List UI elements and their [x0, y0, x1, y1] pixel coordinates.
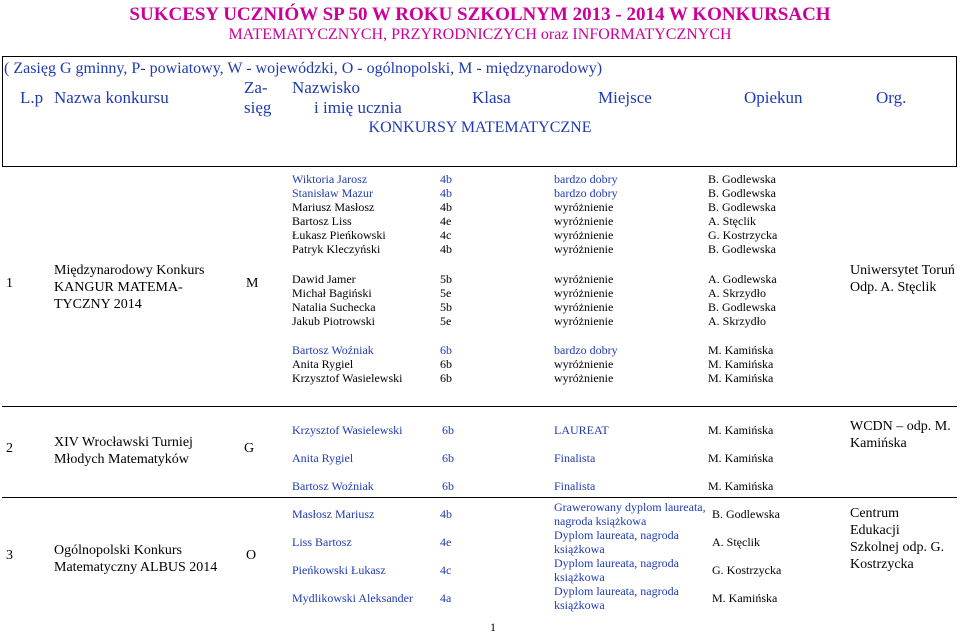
student: Bartosz Woźniak — [292, 343, 374, 357]
class: 4e — [440, 214, 452, 228]
student: Masłosz Mariusz — [292, 507, 375, 521]
row3-range: O — [246, 548, 257, 563]
place: wyróżnienie — [554, 200, 614, 214]
header-student-1: Nazwisko — [292, 78, 360, 97]
row3-lp: 3 — [6, 548, 13, 563]
student: Bartosz Liss — [292, 214, 352, 228]
row1-g2-classes — [440, 272, 452, 328]
class: 4b — [440, 186, 452, 200]
tutor: A. Stęclik — [708, 214, 756, 228]
page-subtitle: MATEMATYCZNYCH, PRZYRODNICZYCH oraz INFORMATYCZNYCH — [228, 26, 732, 43]
row1-g1-places — [554, 172, 618, 256]
row3-tutors — [712, 500, 781, 612]
row1-range: M — [246, 276, 259, 291]
student: Patryk Kleczyński — [292, 242, 381, 256]
student: Dawid Jamer — [292, 272, 356, 286]
row1-name: Międzynarodowy Konkurs KANGUR MATEMA-TYCZNY 2014 — [54, 263, 205, 312]
student: Mydlikowski Aleksander — [292, 591, 413, 605]
row-divider — [2, 406, 957, 407]
tutor: G. Kostrzycka — [708, 228, 778, 242]
page-number: 1 — [490, 620, 496, 634]
place: wyróżnienie — [554, 228, 614, 242]
tutor: M. Kamińska — [712, 591, 778, 605]
class: 6b — [440, 357, 452, 371]
place: Finalista — [554, 479, 596, 493]
row-divider — [2, 497, 957, 498]
tutor: A. Skrzydło — [708, 286, 766, 300]
tutor: M. Kamińska — [708, 343, 774, 357]
row1-g3-places — [554, 343, 618, 385]
place: wyróżnienie — [554, 371, 614, 385]
row2-lp: 2 — [6, 441, 13, 456]
student: Jakub Piotrowski — [292, 314, 376, 328]
class: 4c — [440, 563, 452, 577]
student: Bartosz Woźniak — [292, 479, 374, 493]
class: 5b — [440, 300, 452, 314]
student: Łukasz Pieńkowski — [292, 228, 386, 242]
header-student-2: i imię ucznia — [314, 98, 402, 117]
header-name: Nazwa konkursu — [54, 88, 169, 107]
row2-classes — [442, 416, 454, 500]
header-range-2: sięg — [244, 98, 272, 117]
tutor: B. Godlewska — [708, 200, 776, 214]
row2-tutors — [708, 416, 773, 500]
class: 6b — [440, 371, 452, 385]
class: 4b — [440, 507, 452, 521]
place: wyróżnienie — [554, 357, 614, 371]
header-org: Org. — [876, 88, 907, 107]
tutor: M. Kamińska — [708, 357, 774, 371]
class: 4a — [440, 591, 452, 605]
row3-classes — [440, 500, 452, 612]
student: Krzysztof Wasielewski — [292, 371, 403, 385]
class: 4c — [440, 228, 452, 242]
row3-name: Ogólnopolski Konkurs Matematyczny ALBUS 2014 — [54, 543, 218, 575]
row2-range: G — [244, 441, 255, 456]
row1-g2-places — [554, 272, 613, 328]
row1-g1-tutors — [708, 172, 777, 256]
student: Krzysztof Wasielewski — [292, 423, 403, 437]
tutor: M. Kamińska — [708, 479, 774, 493]
place: LAUREAT — [554, 423, 609, 437]
place: wyróżnienie — [554, 314, 614, 328]
tutor: A. Skrzydło — [708, 314, 766, 328]
student: Pieńkowski Łukasz — [292, 563, 386, 577]
row2-places — [554, 416, 609, 500]
row1-org: Uniwersytet Toruń Odp. A. Stęclik — [850, 263, 955, 295]
header-lp: L.p — [20, 88, 44, 107]
student: Natalia Suchecka — [292, 300, 376, 314]
place: Grawerowany dyplom laureata, nagroda książkowa — [554, 500, 706, 528]
tutor: G. Kostrzycka — [712, 563, 782, 577]
tutor: M. Kamińska — [708, 423, 774, 437]
class: 4b — [440, 242, 452, 256]
category-title: KONKURSY MATEMATYCZNE — [368, 119, 592, 136]
tutor: B. Godlewska — [708, 242, 776, 256]
student: Anita Rygiel — [292, 451, 354, 465]
class: 4e — [440, 535, 452, 549]
row1-g1-classes — [440, 172, 452, 256]
student: Anita Rygiel — [292, 357, 354, 371]
student: Stanisław Mazur — [292, 186, 373, 200]
place: bardzo dobry — [554, 343, 618, 357]
class: 6b — [442, 423, 454, 437]
class: 5b — [440, 272, 452, 286]
place: bardzo dobry — [554, 172, 618, 186]
tutor: B. Godlewska — [708, 172, 776, 186]
place: Dyplom laureata, nagroda książkowa — [554, 556, 679, 584]
page-title: SUKCESY UCZNIÓW SP 50 W ROKU SZKOLNYM 2013 - 2014 W KONKURSACH — [129, 4, 831, 25]
place: wyróżnienie — [554, 286, 614, 300]
class: 6b — [442, 479, 454, 493]
row3-students — [292, 500, 413, 612]
place: Dyplom laureata, nagroda książkowa — [554, 584, 679, 612]
tutor: B. Godlewska — [708, 300, 776, 314]
class: 4b — [440, 200, 452, 214]
place: wyróżnienie — [554, 242, 614, 256]
row1-g3-students — [292, 343, 402, 385]
range-legend: ( Zasięg G gminny, P- powiatowy, W - wojewódzki, O - ogólnopolski, M - międzynarodowy) — [4, 60, 603, 77]
row1-lp: 1 — [6, 276, 13, 291]
tutor: B. Godlewska — [708, 186, 776, 200]
row1-g2-students — [292, 272, 376, 328]
student: Liss Bartosz — [292, 535, 352, 549]
student: Michał Bagiński — [292, 286, 372, 300]
row2-org: WCDN – odp. M. Kamińska — [850, 419, 951, 451]
header-tutor: Opiekun — [744, 88, 803, 107]
row2-students — [292, 416, 402, 500]
row3-places — [554, 500, 706, 612]
class: 5e — [440, 314, 452, 328]
tutor: M. Kamińska — [708, 371, 774, 385]
place: wyróżnienie — [554, 300, 614, 314]
row1-g2-tutors — [708, 272, 777, 328]
row1-g1-students — [292, 172, 386, 256]
row3-org: Centrum Edukacji Szkolnej odp. G. Kostrzycka — [850, 506, 945, 572]
tutor: B. Godlewska — [712, 507, 780, 521]
tutor: A. Godlewska — [708, 272, 777, 286]
row1-g3-classes — [440, 343, 452, 385]
class: 6b — [440, 343, 452, 357]
header-class: Klasa — [472, 88, 511, 107]
student: Mariusz Masłosz — [292, 200, 375, 214]
place: wyróżnienie — [554, 214, 614, 228]
class: 4b — [440, 172, 452, 186]
class: 6b — [442, 451, 454, 465]
tutor: A. Stęclik — [712, 535, 760, 549]
place: Dyplom laureata, nagroda książkowa — [554, 528, 679, 556]
place: wyróżnienie — [554, 272, 614, 286]
tutor: M. Kamińska — [708, 451, 774, 465]
header-range-1: Za- — [244, 78, 268, 97]
header-place: Miejsce — [598, 88, 652, 107]
student: Wiktoria Jarosz — [292, 172, 368, 186]
place: Finalista — [554, 451, 596, 465]
row2-name: XIV Wrocławski Turniej Młodych Matematyków — [54, 435, 193, 467]
place: bardzo dobry — [554, 186, 618, 200]
class: 5e — [440, 286, 452, 300]
row1-g3-tutors — [708, 343, 773, 385]
